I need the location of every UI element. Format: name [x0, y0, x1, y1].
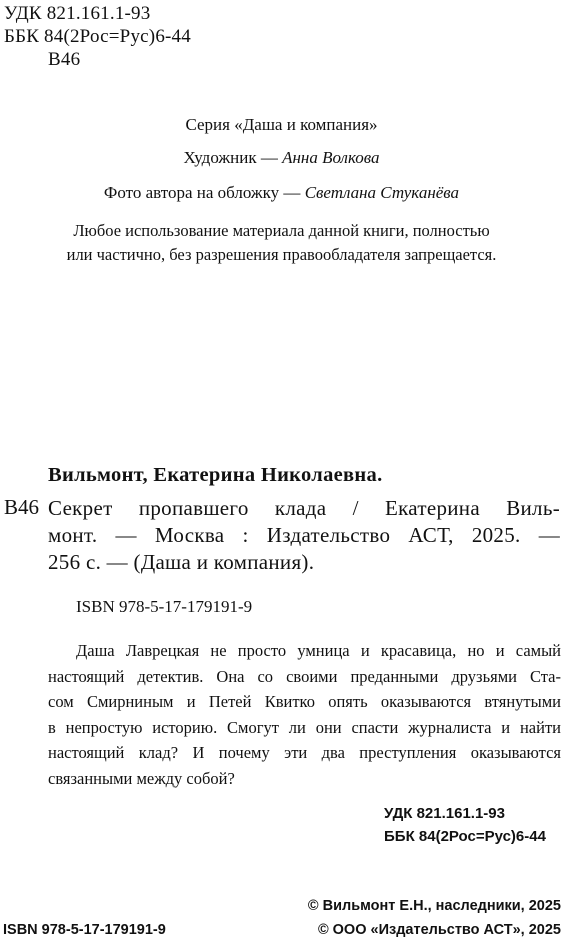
description-line: Секрет пропавшего клада / Екатерина Виль- — [48, 496, 560, 520]
bbk-code: ББК 84(2Рос=Рус)6-44 — [4, 26, 191, 47]
bibliographic-index: В46 — [4, 495, 40, 519]
corner-bbk: ББК 84(2Рос=Рус)6-44 — [384, 828, 546, 845]
photo-credit-name: Светлана Стуканёва — [304, 183, 460, 202]
bibliographic-author: Вильмонт, Екатерина Николаевна. — [48, 464, 383, 486]
rights-notice-line-2: или частично, без разрешения правообладателя запрещается. — [66, 245, 497, 264]
annotation-line: настоящий детектив. Она со своими преданными друзьями Ста- — [48, 666, 561, 686]
annotation-line: в непростую историю. Смогут ли они спасти журналиста и найти — [48, 717, 561, 737]
rights-notice-line-1: Любое использование материала данной книги, полностью — [73, 221, 490, 240]
description-line: монт. — Москва : Издательство АСТ, 2025. — — [48, 523, 560, 547]
description-line: 256 с. — (Даша и компания). — [48, 550, 315, 574]
copyright-publisher: © ООО «Издательство АСТ», 2025 — [317, 922, 561, 938]
photo-credit-label: Фото автора на обложку — — [103, 183, 305, 202]
annotation-line: связанными между собой? — [48, 768, 235, 788]
corner-udk: УДК 821.161.1-93 — [384, 805, 505, 822]
illustrator-name: Анна Волкова — [282, 148, 380, 167]
illustrator-label: Художник — — [183, 148, 283, 167]
classification-block — [4, 2, 191, 71]
annotation-line: настоящий клад? И почему эти два преступления оказываются — [48, 743, 561, 762]
series-line: Серия «Даша и компания» — [185, 115, 378, 134]
isbn: ISBN 978-5-17-179191-9 — [76, 597, 253, 616]
photo-credit-line — [0, 183, 563, 203]
annotation-line: сом Смирниным и Петей Квитко опять оказываются втянутыми — [48, 692, 561, 711]
copyright-author: © Вильмонт Е.Н., наследники, 2025 — [307, 898, 561, 914]
bibliographic-description — [48, 495, 560, 576]
annotation — [48, 638, 561, 791]
footer-isbn: ISBN 978-5-17-179191-9 — [3, 922, 166, 938]
author-mark: В46 — [48, 49, 81, 70]
udk-code: УДК 821.161.1-93 — [4, 3, 151, 24]
annotation-line: Даша Лаврецкая не просто умница и красавица, но и самый — [76, 641, 561, 660]
illustrator-line — [0, 148, 563, 168]
